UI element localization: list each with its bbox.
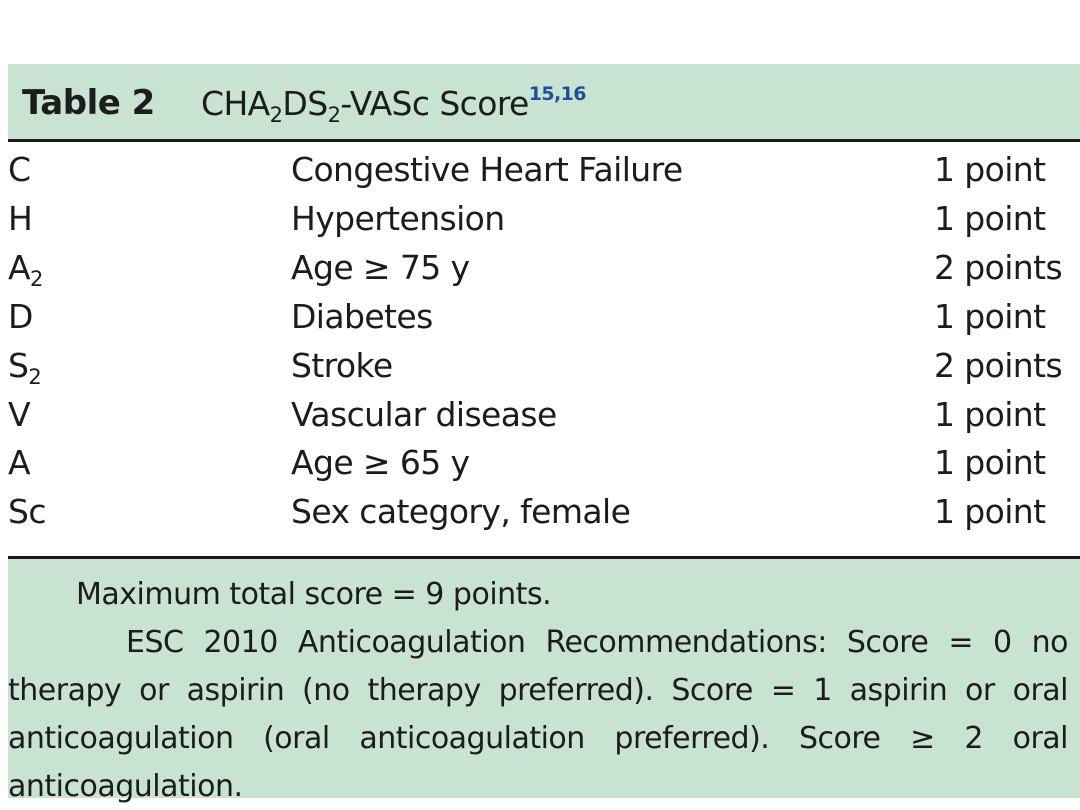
title-mid: DS (282, 84, 328, 123)
row-description: Age ≥ 65 y (291, 443, 470, 483)
row-code: $A_2$ (8, 247, 43, 291)
row-code: Sc (8, 492, 46, 532)
table-header (8, 64, 1080, 139)
row-code: $S_2$ (8, 345, 42, 389)
table-row (8, 338, 1080, 387)
row-points: 1 point (934, 150, 1046, 189)
row-code: V (8, 394, 30, 434)
row-description: Congestive Heart Failure (291, 150, 683, 189)
row-points: 1 point (934, 198, 1046, 238)
table-title (201, 83, 586, 127)
table-row (8, 289, 1080, 338)
title-prefix: CHA (201, 84, 270, 123)
row-points: 1 point (934, 492, 1046, 532)
table-row (8, 387, 1080, 436)
title-subscript-2: 2 (327, 103, 341, 127)
title-subscript-1: 2 (269, 103, 283, 127)
row-description: Vascular disease (291, 394, 557, 434)
row-code: A (8, 443, 30, 483)
footnote-max-score: Maximum total score = 9 points. (76, 577, 552, 612)
row-points: 1 point (934, 296, 1046, 336)
table-row (8, 191, 1080, 240)
row-code: H (8, 198, 33, 238)
footnote-recommendations: ESC 2010 Anticoagulation Recommendations: Score = 0 no therapy or aspirin (no therapy preferred). Score = 1 aspirin or oral anticoagulation (oral anticoagulation preferred). Score ≥ 2 oral anticoagulation. (8, 625, 1068, 804)
row-points: 2 points (934, 247, 1063, 287)
row-description: Sex category, female (291, 492, 631, 532)
table-row (8, 435, 1080, 484)
table-footnotes (8, 571, 1068, 810)
row-description: Stroke (291, 345, 393, 385)
row-code: D (8, 296, 33, 336)
title-reference-link[interactable]: 15,16 (528, 83, 586, 105)
score-table (8, 64, 1080, 804)
row-points: 2 points (934, 345, 1063, 385)
row-points: 1 point (934, 394, 1046, 434)
table-footer (8, 559, 1080, 804)
title-suffix: -VASc Score (340, 84, 529, 123)
table-row (8, 484, 1080, 533)
row-description: Age ≥ 75 y (291, 247, 470, 287)
table-row (8, 142, 1080, 191)
row-description: Diabetes (291, 296, 433, 336)
row-points: 1 point (934, 443, 1046, 483)
table-row (8, 240, 1080, 289)
row-description: Hypertension (291, 198, 505, 238)
table-body (8, 142, 1080, 556)
row-code: C (8, 150, 31, 189)
table-label: Table 2 (22, 83, 155, 123)
